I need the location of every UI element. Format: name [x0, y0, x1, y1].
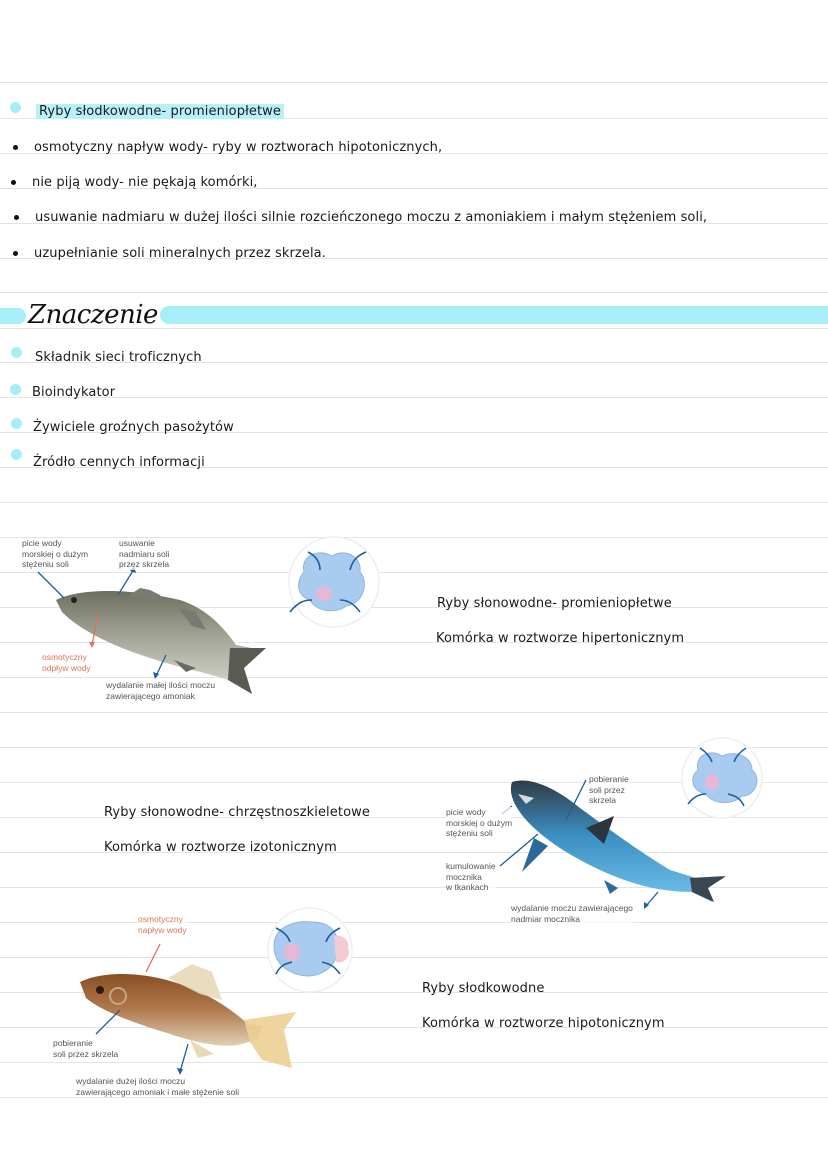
- label-line: stężeniu soli: [22, 559, 69, 569]
- label-line: nadmiaru soli: [119, 548, 170, 559]
- list-item: Żywiciele groźnych pasożytów: [33, 420, 234, 435]
- section-heading: Znaczenie: [28, 300, 158, 330]
- highlighted-title: Ryby słodkowodne- promieniopłetwe: [36, 104, 284, 119]
- caption-cell: Komórka w roztworze hipertonicznym: [436, 631, 685, 646]
- label-line: wydalanie moczu zawierającego: [511, 903, 633, 913]
- label-line: wydalanie dużej ilości moczu: [76, 1076, 186, 1086]
- caption-title: Ryby słonowodne- promieniopłetwe: [437, 596, 672, 611]
- label-line: picie wody: [446, 807, 486, 817]
- label-line: osmotyczny: [42, 652, 87, 662]
- label-line: osmotyczny: [138, 914, 183, 924]
- label-line: zawierającego amoniak: [106, 690, 195, 701]
- list-item: Źródło cennych informacji: [33, 455, 205, 470]
- bullet-text: uzupełnianie soli mineralnych przez skrzela.: [34, 246, 326, 261]
- label-line: pobieranie: [53, 1038, 93, 1048]
- label-line: zawierającego amoniak i małe stężenie soli: [76, 1086, 239, 1097]
- label-line: nadmiar mocznika: [511, 913, 580, 924]
- caption-cell: Komórka w roztworze hipotonicznym: [422, 1016, 665, 1031]
- caption-title: Ryby słodkowodne: [422, 981, 545, 996]
- label-line: wydalanie małej ilości moczu: [106, 680, 216, 690]
- fig-label-excrete: [76, 1076, 239, 1097]
- label-line: usuwanie: [119, 538, 155, 548]
- fig-label-salt-intake: [53, 1038, 118, 1059]
- bullet-text: osmotyczny napływ wody- ryby w roztworach hipotonicznych,: [34, 140, 443, 155]
- label-line: odpływ wody: [42, 662, 91, 673]
- caption-cell: Komórka w roztworze izotonicznym: [104, 840, 337, 855]
- label-line: w tkankach: [446, 882, 489, 892]
- list-item: Składnik sieci troficznych: [35, 350, 202, 365]
- label-line: stężeniu soli: [446, 828, 493, 838]
- bullet-text: nie piją wody- nie pękają komórki,: [32, 175, 258, 190]
- label-line: napływ wody: [138, 924, 187, 935]
- label-line: skrzela: [589, 795, 616, 805]
- label-line: mocznika: [446, 871, 482, 882]
- label-line: kumulowanie: [446, 861, 496, 871]
- label-line: soli przez: [589, 784, 625, 795]
- list-item: Bioindykator: [32, 385, 116, 400]
- label-line: picie wody: [22, 538, 62, 548]
- caption-title: Ryby słonowodne- chrzęstnoszkieletowe: [104, 805, 370, 820]
- label-line: pobieranie: [589, 774, 629, 784]
- label-line: morskiej o dużym: [22, 548, 89, 559]
- bullet-text: usuwanie nadmiaru w dużej ilości silnie rozcieńczonego moczu z amoniakiem i małym stężeniem soli,: [35, 210, 708, 225]
- label-line: soli przez skrzela: [53, 1048, 119, 1059]
- label-line: przez skrzela: [119, 559, 170, 569]
- fig-label-osmotic-in: [138, 914, 187, 935]
- label-line: morskiej o dużym: [446, 817, 513, 828]
